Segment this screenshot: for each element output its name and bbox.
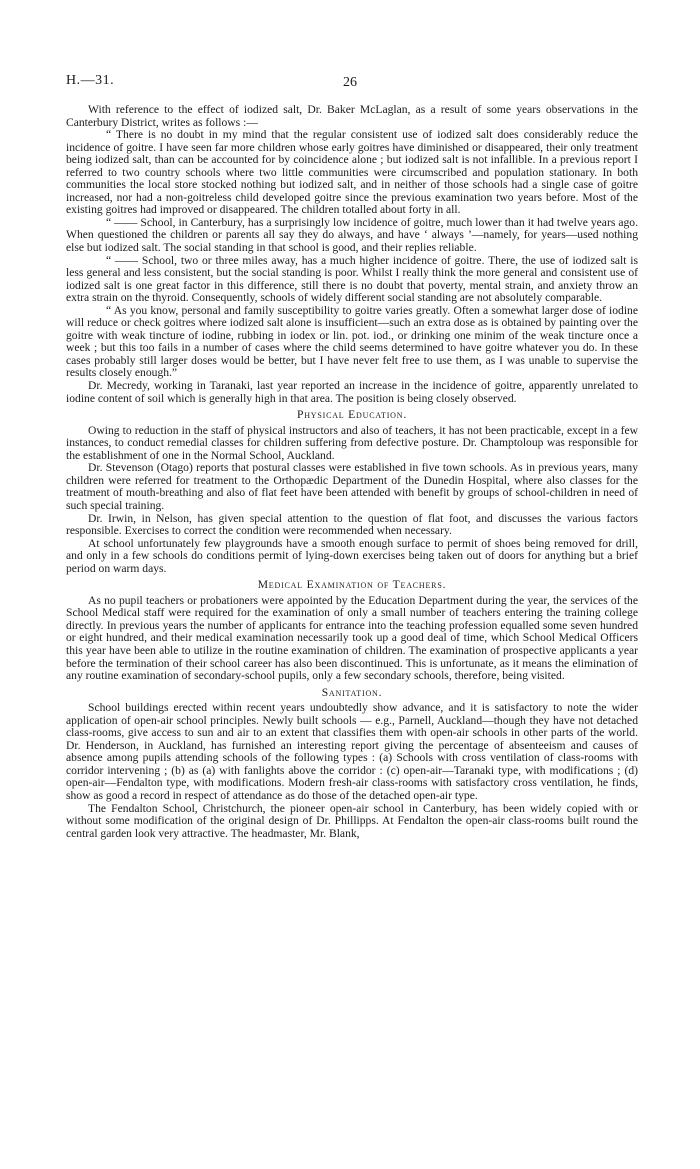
paragraph: At school unfortunately few playgrounds have a smooth enough surface to permit of shoes being removed for drill, and only in a few schools do conditions permit of lying-down exercises being taken out of doors for anything but a brief period on warm days. (66, 536, 638, 575)
quoted-paragraph: “ —— School, two or three miles away, has a much higher incidence of goitre. There, the use of iodized salt is less general and less consistent, but the social standing is poor. Whilst I really think the more general and consistent use of iodized salt is one great factor in this difference, still there is no doubt that poverty, mental strain, and anxiety throw an extra strain on the thyroid. Consequently, schools of widely different social standing are not absolutely comparable. (66, 253, 638, 305)
section-heading-medical-examination: Medical Examination of Teachers. (257, 578, 447, 592)
section-heading-physical-education: Physical Education. (296, 408, 408, 422)
quoted-paragraph: “ There is no doubt in my mind that the regular consistent use of iodized salt does considerably reduce the incidence of goitre. I have seen far more children whose early goitres have diminished or disappeared, their only treatment being iodized salt, than can be accounted for by coincidence alone ; but iodized salt is not infallible. In a previous report I referred to two country schools where two little communities were circumscribed and population stationary. In both communities the local store stocked nothing but iodized salt, and in neither of those schools had a single case of goitre increased, nor had a non-goitreless child developed goitre since the previous examination two years before. Most of the existing goitres had improved or disappeared. The children totalled about forty in all. (66, 128, 638, 217)
paragraph: Dr. Irwin, in Nelson, has given special attention to the question of flat foot, and discusses the various factors responsible. Exercises to correct the condition were recommended when necessary. (66, 511, 638, 538)
paragraph: As no pupil teachers or probationers were appointed by the Education Department during the year, the services of the School Medical staff were required for the examination of only a small number of teachers entering the training college directly. In previous years the number of applicants for entrance into the teaching profession equalled some seven hundred or eight hundred, and their medical examination necessarily took up a good deal of time, which School Medical Officers this year have been able to utilize in the routine examination of children. The examination of prospective applicants a year before the termination of their school career has also been discontinued. This is unfortunate, as it means the elimination of any routine examination of secondary-school pupils, only a few secondary schools, therefore, being visited. (66, 593, 638, 683)
paragraph: Dr. Mecredy, working in Taranaki, last year reported an increase in the incidence of goitre, apparently unrelated to iodine content of soil which is generally high in that area. The position is being closely observed. (66, 379, 638, 405)
paragraph: With reference to the effect of iodized salt, Dr. Baker McLaglan, as a result of some years observations in the Canterbury District, writes as follows :— (66, 103, 638, 129)
paragraph: Owing to reduction in the staff of physical instructors and also of teachers, it has not been practicable, except in a few instances, to conduct remedial classes for children suffering from defective posture. Dr. Champtoloup was responsible for the establishment of one in the Normal School, Auckland. (66, 423, 638, 462)
page-number: 26 (343, 75, 357, 90)
paragraph: School buildings erected within recent years undoubtedly show advance, and it is satisfactory to note the wider application of open-air school principles. Newly built schools — e.g., Parnell, Auckland—though they have not detached class-rooms, give access to sun and air to an extent that classifies them with open-air schools in other parts of the world. Dr. Henderson, in Auckland, has furnished an interesting report giving the percentage of absenteeism and causes of absence among pupils attending schools of the following types : (a) Schools with cross ventilation of class-rooms with corridor intervening ; (b) as (a) with fanlights above the corridor : (c) open-air—Taranaki type, with modifications ; (d) open-air—Fendalton type, with modifications. Modern fresh-air class-rooms with satisfactory cross ventilation, he finds, show as good a record in respect of attendance as do those of the detached open-air type. (66, 701, 638, 802)
quoted-paragraph: “ —— School, in Canterbury, has a surprisingly low incidence of goitre, much lower than it had twelve years ago. When questioned the children or parents all say they do always, and have ‘ always ’—namely, for years—used nothing else but iodized salt. The social standing in that school is good, and their replies reliable. (66, 215, 638, 255)
quoted-paragraph: “ As you know, personal and family susceptibility to goitre varies greatly. Often a somewhat larger dose of iodine will reduce or check goitres where iodized salt alone is insufficient—such an extra dose as is obtained by painting over the goitre with weak tincture of iodine, rubbing in iodex or lin. pot. iod., or drinking one minim of the weak tincture once a week ; but this too fails in a number of cases where the child seems determined to have goitre whatever you do. In these cases probably still larger doses would be better, but I have never felt free to use them, as I was unable to supervise the results closely enough.” (66, 303, 638, 380)
paragraph: Dr. Stevenson (Otago) reports that postural classes were established in five town schools. As in previous years, many children were referred for treatment to the Orthopædic Department of the Dunedin Hospital, where also classes for the treatment of mouth-breathing and also of flat feet have been attended with benefit by groups of school-children in need of such special training. (66, 461, 638, 512)
paragraph: The Fendalton School, Christchurch, the pioneer open-air school in Canterbury, has been widely copied with or without some modification of the original design of Dr. Phillipps. At Fendalton the open-air class-rooms built round the central garden look very attractive. The headmaster, Mr. Blank, (66, 801, 638, 840)
section-heading-sanitation: Sanitation. (321, 685, 383, 699)
document-body (66, 104, 638, 840)
document-reference: H.—31. (66, 73, 115, 88)
